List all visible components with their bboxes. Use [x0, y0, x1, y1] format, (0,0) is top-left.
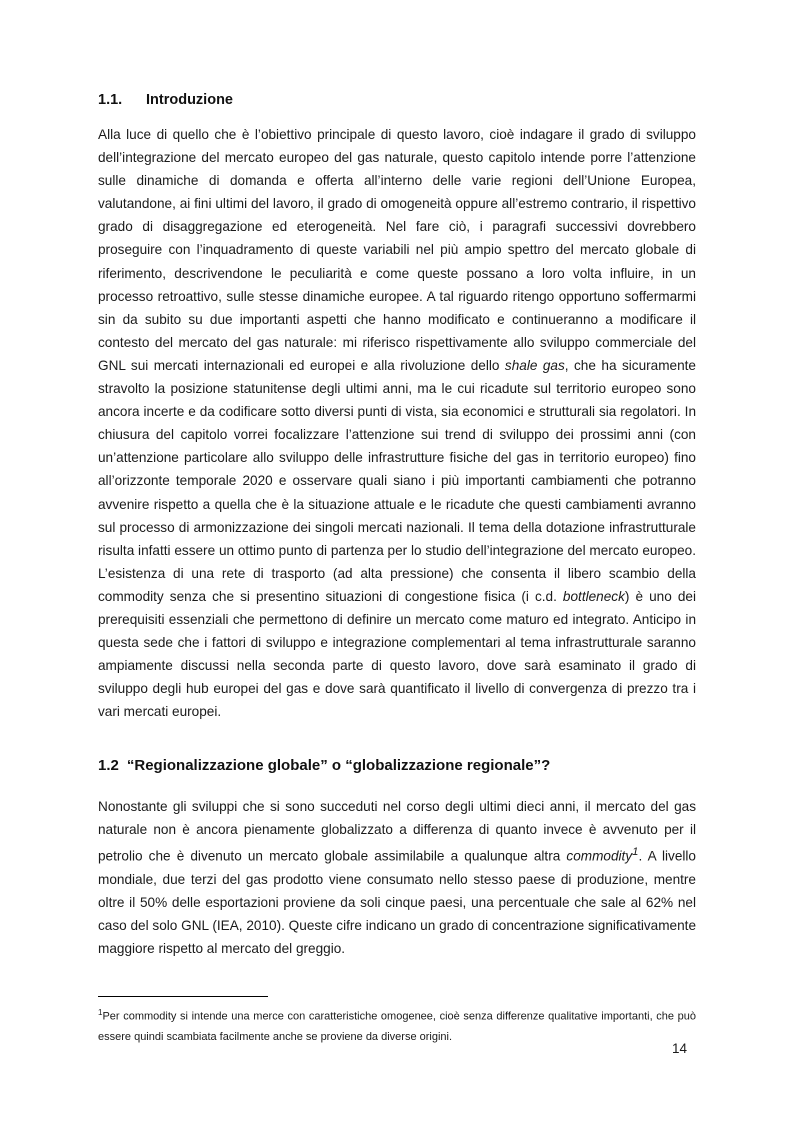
paragraph-text: , che ha sicuramente stravolto la posizione statunitense degli ultimi anni, ma le cui ricadute sul territorio europeo sono ancora incerte e da codificare sotto diversi punti di vista, sia economici e strutturali sia regolatori. In chiusura del capitolo vorrei focalizzare l’attenzione sui trend di sviluppo dei prossimi anni (con un’attenzione particolare allo sviluppo delle infrastrutture fisiche del gas in territorio europeo) fino all’orizzonte temporale 2020 e osservare quali siano i più importanti cambiamenti che potranno avvenire rispetto a quella che è la situazione attuale e le ricadute che questi cambiamenti avranno sul processo di armonizzazione dei singoli mercati nazionali. Il tema della dotazione infrastrutturale risulta infatti essere un ottimo punto di partenza per lo studio dell’integrazione del mercato europeo. L’esistenza di una rete di trasporto (ad alta pressione) che consenta il libero scambio della commodity senza che si presentino situazioni di congestione fisica (i c.d. [98, 357, 696, 604]
footnote-separator [98, 996, 268, 997]
footnote-text: Per commodity si intende una merce con caratteristiche omogenee, cioè senza differenze qualitative importanti, che può essere quindi scambiata facilmente anche se proviene da diverse origini. [98, 1010, 696, 1043]
introduction-paragraph [98, 123, 696, 723]
paragraph-text: . A livello mondiale, due terzi del gas prodotto viene consumato nello stesso paese di produzione, mentre oltre il 50% delle esportazioni proviene da soli cinque paesi, una percentuale che sale al 62% nel caso del solo GNL (IEA, 2010). Queste cifre indicano un grado di concentrazione significativamente maggiore rispetto al mercato del greggio. [98, 848, 696, 957]
footnote [98, 1003, 696, 1047]
footnote-reference[interactable]: 1 [632, 846, 639, 859]
section-heading-regionalizzazione [98, 757, 550, 774]
italic-term-shale-gas: shale gas [504, 357, 565, 373]
section-1-body [98, 123, 696, 723]
section-title: “Regionalizzazione globale” o “globalizzazione regionale”? [126, 757, 551, 774]
regionalization-paragraph [98, 795, 696, 960]
paragraph-text: ) è uno dei prerequisiti essenziali che permettono di definire un mercato come maturo ed integrato. Anticipo in questa sede che i fattori di sviluppo e integrazione complementari al tema infrastrutturale saranno ampiamente discussi nella seconda parte di questo lavoro, dove sarà esaminato il grado di sviluppo degli hub europei del gas e dove sarà quantificato il livello di convergenza di prezzo tra i vari mercati europei. [98, 588, 696, 720]
section-heading-introduzione [98, 92, 233, 108]
section-number: 1.2 [98, 757, 119, 774]
paragraph-text: Nonostante gli sviluppi che si sono succeduti nel corso degli ultimi dieci anni, il mercato del gas naturale non è ancora pienamente globalizzato a differenza di quanto invece è avvenuto per il petrolio che è divenuto un mercato globale assimilabile a qualunque altra [98, 799, 696, 864]
italic-term-commodity: commodity [566, 848, 633, 864]
section-title: Introduzione [146, 92, 233, 108]
paragraph-text: Alla luce di quello che è l’obiettivo principale di questo lavoro, cioè indagare il grado di sviluppo dell’integrazione del mercato europeo del gas naturale, questo capitolo intende porre l’attenzione sulle dinamiche di domanda e offerta all’interno delle varie regioni dell’Unione Europea, valutandone, ai fini ultimi del lavoro, il grado di omogeneità oppure all’estremo contrario, il rispettivo grado di disaggregazione ed eterogeneità. Nel fare ciò, i paragrafi successivi dovrebbero proseguire con l’inquadramento di queste variabili nel più ampio spettro del mercato globale di riferimento, descrivendone le peculiarità e come queste possano a loro volta influire, in un processo retroattivo, sulle stesse dinamiche europee. A tal riguardo ritengo opportuno soffermarmi sin da subito su due importanti aspetti che hanno modificato e continueranno a modificare il contesto del mercato del gas naturale: mi riferisco rispettivamente allo sviluppo commerciale del GNL sui mercati internazionali ed europei e alla rivoluzione dello [98, 127, 696, 373]
page-number: 14 [672, 1041, 688, 1056]
footnote-marker: 1 [98, 1008, 103, 1017]
section-2-body [98, 795, 696, 960]
italic-term-bottleneck: bottleneck [562, 588, 625, 604]
section-number: 1.1. [98, 92, 123, 108]
